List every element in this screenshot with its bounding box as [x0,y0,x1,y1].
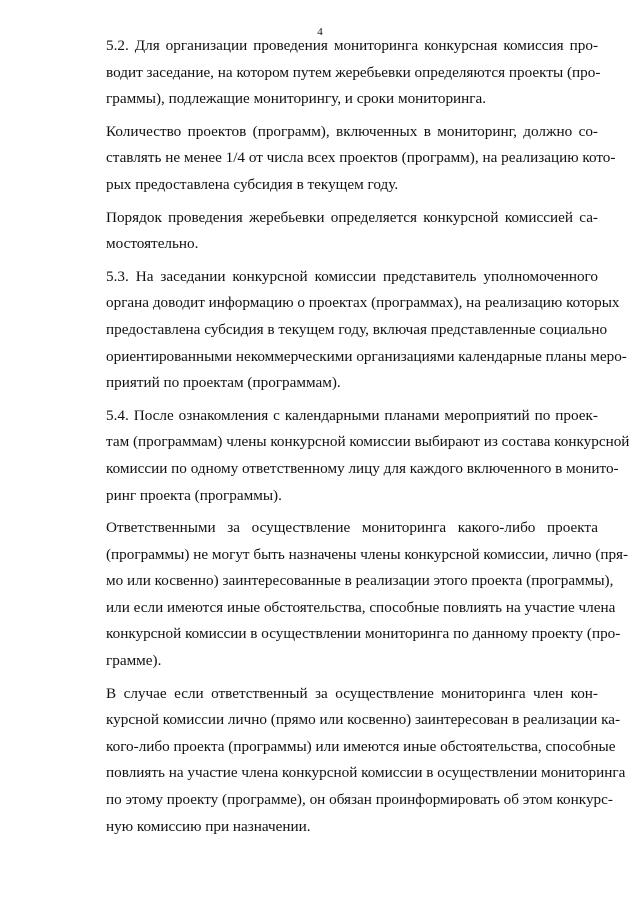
text-line: предоставлена субсидия в текущем году, включая представленные социально [106,320,608,338]
text-line: 5.2. Для организации проведения мониторинга конкурсная комиссия про- [106,37,598,54]
paragraph [71,205,598,258]
text-line: мо или косвенно) заинтересованные в реализации этого проекта (программы), [106,572,614,590]
paragraph [71,515,629,675]
paragraph [71,264,627,397]
text-line: конкурсной комиссии в осуществлении мониторинга по данному проекту (про- [106,625,621,643]
text-line: водит заседание, на котором путем жеребьевки определяются проекты (про- [106,63,601,81]
text-line: (программы) не могут быть назначены члены конкурсной комиссии, лично (пря- [106,545,629,563]
paragraph [71,119,616,199]
document-body [71,33,630,846]
text-line: Количество проектов (программ), включенных в мониторинг, должно со- [106,122,598,140]
text-line: приятий по проектам (программам). [106,374,341,392]
text-line: ринг проекта (программы). [106,486,282,504]
text-line: по этому проекту (программе), он обязан проинформировать об этом конкурс- [106,791,613,809]
page-number: 4 [317,26,323,38]
text-line: граммы), подлежащие мониторингу, и сроки мониторинга. [106,90,487,108]
text-line: грамме). [106,652,162,670]
text-line: Порядок проведения жеребьевки определяется конкурсной комиссией са- [106,208,598,226]
text-line: Ответственными за осуществление мониторинга какого-либо проекта [106,519,598,537]
text-line: В случае если ответственный за осуществление мониторинга член кон- [106,684,598,702]
text-line: мостоятельно. [106,235,199,253]
text-line: ориентированными некоммерческими организациями календарные планы меро- [106,347,627,365]
text-line: ставлять не менее 1/4 от числа всех проектов (программ), на реализацию кото- [106,149,616,167]
text-line: там (программам) члены конкурсной комиссии выбирают из состава конкурсной [106,433,630,451]
text-line: или если имеются иные обстоятельства, способные повлиять на участие члена [106,598,616,616]
text-line: курсной комиссии лично (прямо или косвенно) заинтересован в реализации ка- [106,711,621,729]
text-line: кого-либо проекта (программы) или имеются иные обстоятельства, способные [106,737,616,755]
text-line: 5.4. После ознакомления с календарными планами мероприятий по проек- [106,406,598,424]
paragraph [71,33,601,113]
text-line: рых предоставлена субсидия в текущем году. [106,175,399,193]
text-line: комиссии по одному ответственному лицу для каждого включенного в монито- [106,459,619,477]
text-line: органа доводит информацию о проектах (программах), на реализацию которых [106,294,620,312]
paragraph [71,681,626,841]
text-line: 5.3. На заседании конкурсной комиссии представитель уполномоченного [106,267,598,285]
text-line: ную комиссию при назначении. [106,817,311,835]
paragraph [71,403,630,509]
text-line: повлиять на участие члена конкурсной комиссии в осуществлении мониторинга [106,764,626,782]
